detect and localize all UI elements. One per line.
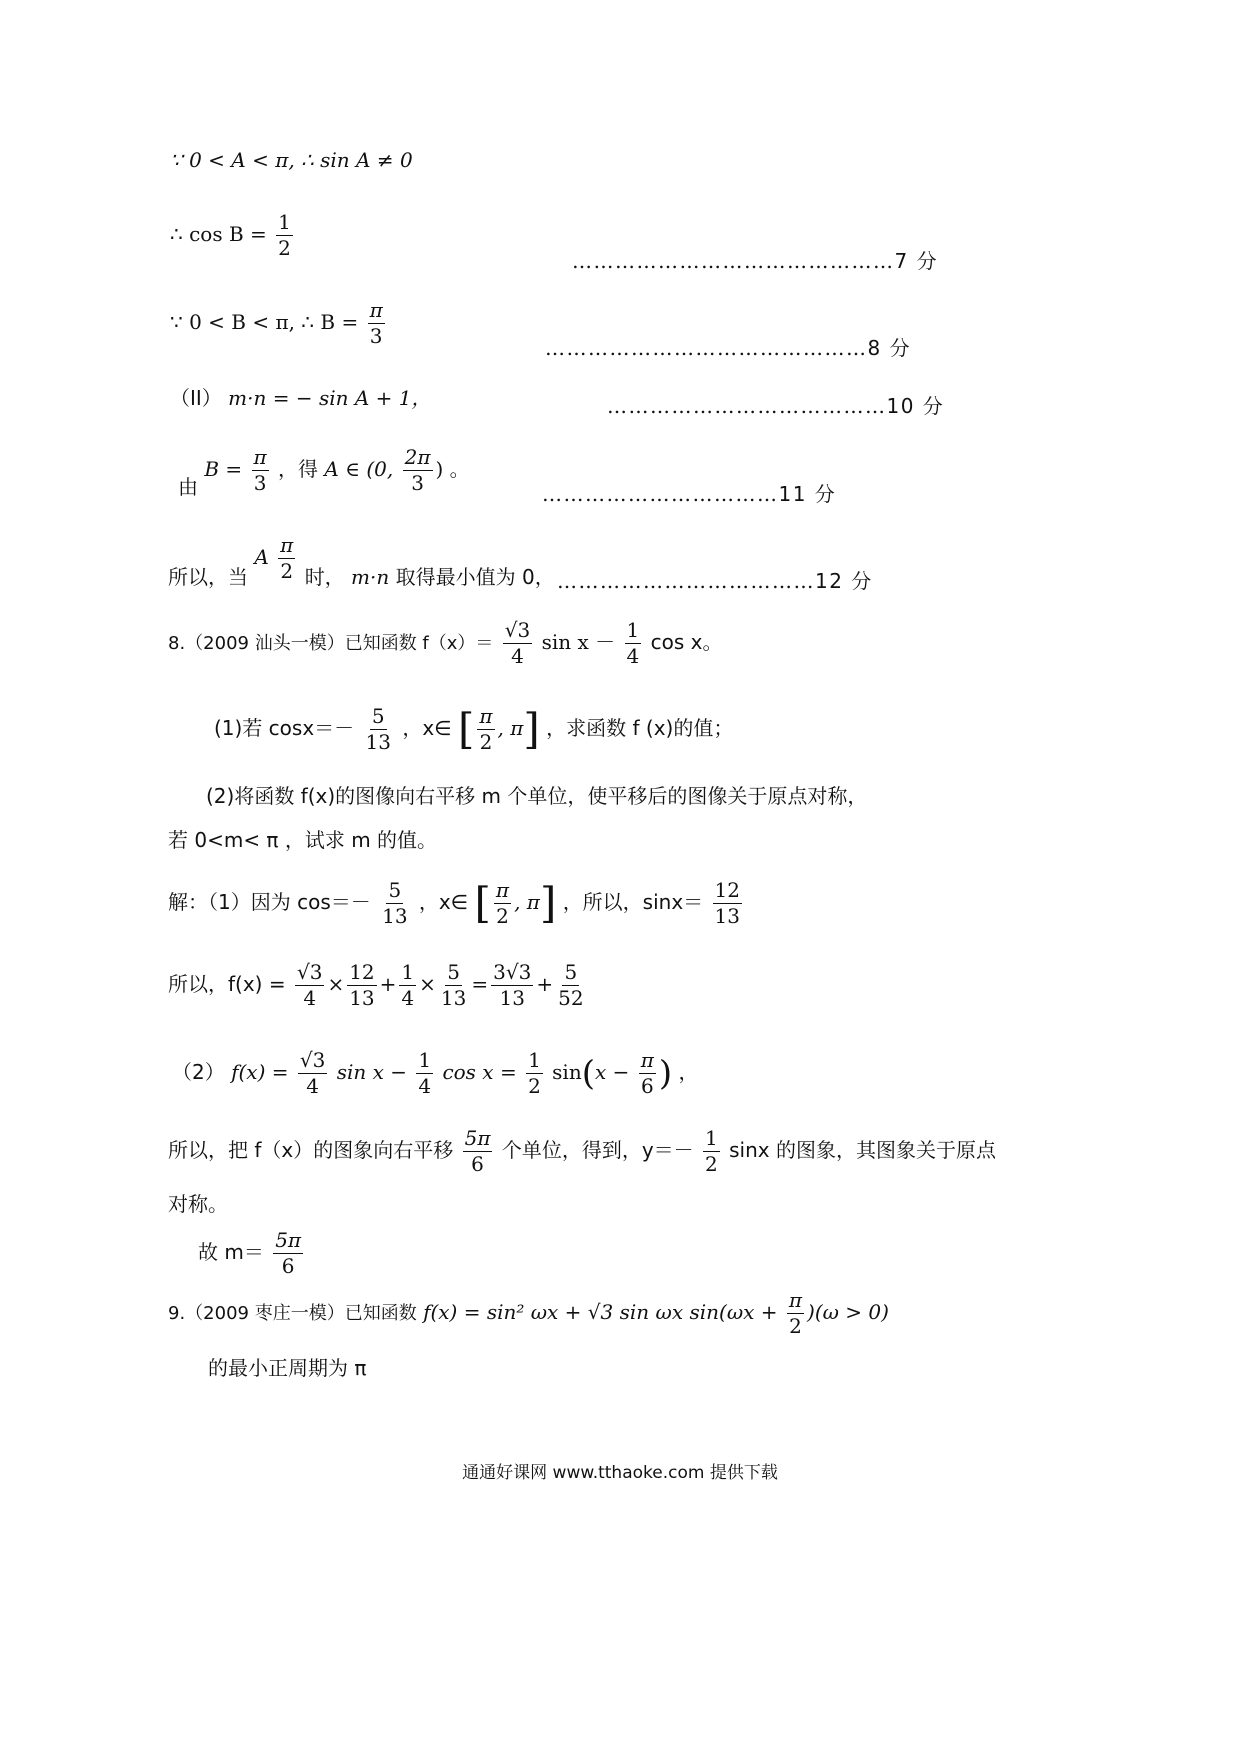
text: 所以，当	[168, 565, 248, 589]
score-leader: ………………………………12 分	[557, 569, 873, 593]
score-label: 10 分	[886, 394, 945, 418]
solution-text: 解：（1）因为 cos＝－	[168, 890, 371, 914]
question-9-cont: 的最小正周期为 π	[208, 1356, 367, 1380]
math-text: ∵ 0 < B < π, ∴ B =	[170, 310, 359, 334]
question-8-part-2: (2)将函数 f(x)的图像向右平移 m 个单位，使平移后的图像关于原点对称，	[206, 784, 868, 808]
fraction: $\frac{\pi}{3}$	[369, 298, 383, 348]
fraction: $\frac{\pi}{3}$	[253, 445, 267, 495]
fraction: $\frac{\pi}{2}$	[280, 533, 294, 583]
score-label: 11 分	[778, 482, 837, 506]
fraction: $\frac{1}{2}$	[278, 210, 291, 260]
fraction: $\frac{\pi}{2}$	[495, 878, 510, 928]
math-text: A	[254, 545, 269, 569]
answer-text: 故 m＝	[198, 1240, 264, 1264]
fraction: $\frac{5}{13}$	[365, 704, 391, 754]
math-text: B =	[204, 457, 243, 481]
fraction: $\frac{\pi}{2}$	[479, 704, 493, 754]
score-leader: …………………………………10 分	[607, 394, 945, 418]
proof-line-mn	[170, 388, 432, 408]
text: ，得	[278, 457, 319, 481]
fraction: $\frac{1}{4}$	[626, 618, 640, 668]
math-text: ∵ 0 < A < π, ∴ sin A ≠ 0	[170, 148, 413, 172]
part-label: （2）	[172, 1060, 225, 1084]
text: 时，	[304, 565, 345, 589]
math-text: m·n	[351, 565, 390, 589]
score-leader: ……………………………11 分	[542, 482, 837, 506]
fraction: $\frac{5}{13}$	[382, 878, 408, 928]
math-text: A ∈ (0,	[324, 457, 394, 481]
proof-line-cosB	[170, 212, 296, 259]
solution-step-2: 所以，f(x) = $\frac{√3}{4}$ × $\frac{12}{13}$ + $\frac{1}{4}$ × $\frac{5}{13}$ = $\frac{3√3}{13}$ + $\frac{5}{52}$	[168, 960, 584, 1010]
fraction: $\frac{12}{13}$	[714, 878, 740, 928]
question-8-part-1: (1)若 cosx＝－ $\frac{5}{13}$ ，x∈ [ $\frac{\pi}{2}$ , π] ，求函数 f (x)的值；	[214, 704, 734, 754]
question-9: 9.（2009 枣庄一模）已知函数 f(x) = sin² ωx + √3 sin ωx sin(ωx + $\frac{\pi}{2}$ )(ω > 0)	[168, 1288, 889, 1338]
fraction: $\frac{2\pi}{3}$	[404, 445, 431, 495]
text: 。	[449, 457, 470, 481]
math-text: m·n = − sin A + 1，	[228, 386, 432, 410]
math-text: ∴ cos B =	[170, 222, 267, 246]
score-leader: ………………………………………7 分	[572, 249, 939, 273]
part-label: （II）	[170, 386, 222, 410]
fraction: $\frac{√3}{4}$	[504, 618, 531, 668]
text: 由	[178, 475, 198, 499]
solution-step-5: 对称。	[168, 1192, 228, 1216]
question-text: 9.（2009 枣庄一模）已知函数	[168, 1303, 417, 1324]
solution-text: 所以，把 f（x）的图象向右平移	[168, 1138, 454, 1162]
score-label: 8 分	[867, 336, 912, 360]
solution-step-1: 解：（1）因为 cos＝－ $\frac{5}{13}$ ，x∈ [ $\frac{\pi}{2}$ , π] ，所以，sinx＝ $\frac{12}{13}$	[168, 878, 740, 928]
solution-answer: 故 m＝ $\frac{5\pi}{6}$	[198, 1228, 302, 1278]
page-footer: 通通好课网 www.tthaoke.com 提供下载	[462, 1463, 778, 1483]
proof-line-range: 由 B = $\frac{\pi}{3}$ ，得 A ∈ (0, $\frac{2\pi}{3}$ ) 。	[178, 445, 470, 499]
question-8-part-2-cont: 若 0<m< π ，试求 m 的值。	[168, 828, 438, 852]
proof-line-B	[170, 300, 388, 347]
question-text: (1)若 cosx＝－	[214, 716, 355, 740]
solution-step-4: 所以，把 f（x）的图象向右平移 $\frac{5\pi}{6}$ 个单位，得到，y＝－ $\frac{1}{2}$ sinx 的图象，其图象关于原点	[168, 1126, 996, 1176]
score-leader: ………………………………………8 分	[545, 336, 912, 360]
solution-step-3: （2） f(x) = $\frac{√3}{4}$ sin x − $\frac{1}{4}$ cos x = $\frac{1}{2}$ sin(x − $\frac{\pi}{6}$ ) ，	[172, 1048, 699, 1098]
score-label: 7 分	[894, 249, 939, 273]
score-label: 12 分	[815, 569, 873, 593]
proof-line-min	[168, 535, 555, 587]
proof-line-sinA	[170, 150, 413, 170]
solution-text: 所以，f(x) =	[168, 972, 286, 996]
question-text: 8.（2009 汕头一模）已知函数 f（x）＝	[168, 633, 494, 654]
question-8: 8.（2009 汕头一模）已知函数 f（x）＝ $\frac{√3}{4}$ sin x － $\frac{1}{4}$ cos x。	[168, 618, 723, 668]
text: 取得最小值为 0，	[395, 565, 555, 589]
